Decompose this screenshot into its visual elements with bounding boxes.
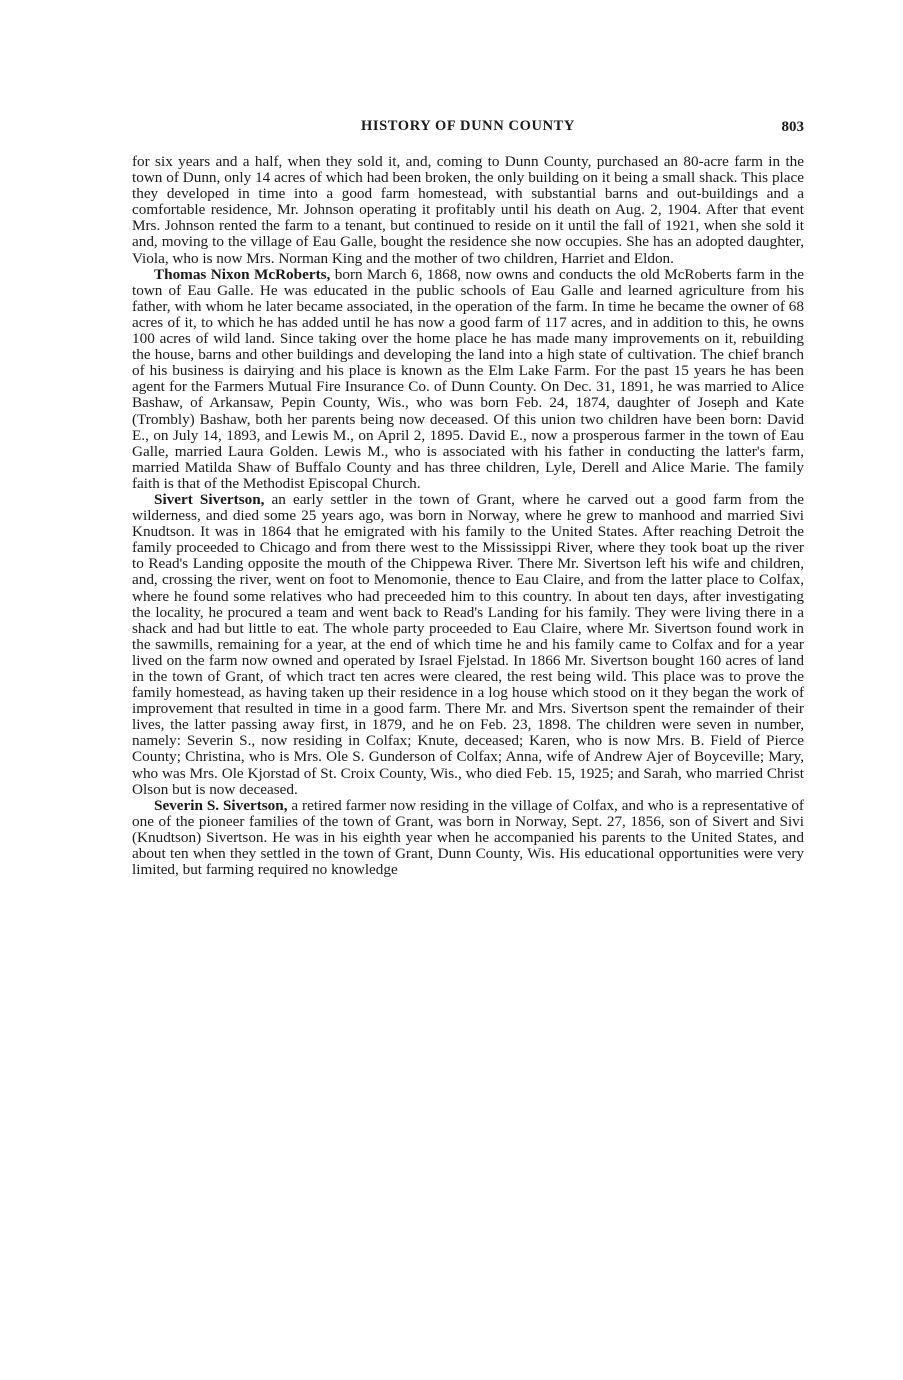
paragraph-severin-s-sivertson xyxy=(132,798,804,878)
page-number: 803 xyxy=(781,119,804,135)
paragraph-text: an early settler in the town of Grant, where he carved out a good farm from the wilderness, and died some 25 years ago, was born in Norway, where he grew to manhood and married Sivi Knudtson. It was in 1864 that he emigrated with his family to the United States. After reaching Detroit the family proceeded to Chicago and from there west to the Mississippi River, where they took boat up the river to Read's Landing opposite the mouth of the Chippewa River. There Mr. Sivertson left his wife and children, and, crossing the river, went on foot to Menomonie, thence to Eau Claire, and from the latter place to Colfax, where he found some relatives who had preceeded him to this country. In about ten days, after investigating the locality, he procured a team and went back to Read's Landing for his family. They were living there in a shack and had but little to eat. The whole party proceeded to Eau Claire, where Mr. Sivertson found work in the sawmills, remaining for a year, at the end of which time he and his family came to Colfax and for a year lived on the farm now owned and operated by Israel Fjelstad. In 1866 Mr. Sivertson bought 160 acres of land in the town of Grant, of which tract ten acres were cleared, the rest being wild. This place was to prove the family homestead, as having taken up their residence in a log house which stood on it they began the work of improvement that resulted in time in a good farm. There Mr. and Mrs. Sivertson spent the remainder of their lives, the latter passing away first, in 1879, and he on Feb. 23, 1898. The children were seven in number, namely: Severin S., now residing in Colfax; Knute, deceased; Karen, who is now Mrs. B. Field of Pierce County; Christina, who is Mrs. Ole S. Gunderson of Colfax; Anna, wife of Andrew Ajer of Boyceville; Mary, who was Mrs. Ole Kjorstad of St. Croix County, Wis., who died Feb. 15, 1925; and Sarah, who married Christ Olson but is now deceased. xyxy=(132,490,804,798)
biography-subject-name: Sivert Sivertson, xyxy=(154,490,265,508)
running-title: HISTORY OF DUNN COUNTY xyxy=(361,118,575,134)
paragraph-johnson-continued xyxy=(132,154,804,267)
biography-subject-name: Severin S. Sivertson, xyxy=(154,796,288,814)
biography-subject-name: Thomas Nixon McRoberts, xyxy=(154,265,331,283)
running-head xyxy=(132,118,804,140)
paragraph-text: a retired farmer now residing in the village of Colfax, and who is a representative of one of the pioneer families of the town of Grant, was born in Norway, Sept. 27, 1856, son of Sivert and Sivi (Knudtson) Sivertson. He was in his eighth year when he accompanied his parents to the United States, and about ten when they settled in the town of Grant, Dunn County, Wis. His educational opportunities were very limited, but farming required no knowledge xyxy=(132,796,804,879)
body-text xyxy=(132,154,804,878)
paragraph-text: born March 6, 1868, now owns and conducts the old McRoberts farm in the town of Eau Galle. He was educated in the public schools of Eau Galle and learned agriculture from his father, with whom he later became associated, in the operation of the farm. In time he became the owner of 68 acres of it, to which he has added until he has now a good farm of 117 acres, and in addition to this, he owns 100 acres of wild land. Since taking over the home place he has made many improvements on it, rebuilding the house, barns and other buildings and developing the land into a high state of cultivation. The chief branch of his business is dairying and his place is known as the Elm Lake Farm. For the past 15 years he has been agent for the Farmers Mutual Fire Insurance Co. of Dunn County. On Dec. 31, 1891, he was married to Alice Bashaw, of Arkansaw, Pepin County, Wis., who was born Feb. 24, 1874, daughter of Joseph and Kate (Trombly) Bashaw, both her parents being now deceased. Of this union two children have been born: David E., on July 14, 1893, and Lewis M., on April 2, 1895. David E., now a prosperous farmer in the town of Eau Galle, married Laura Golden. Lewis M., who is associated with his father in conducting the latter's farm, married Matilda Shaw of Buffalo County and has three children, Lyle, Derell and Alice Marie. The family faith is that of the Methodist Episcopal Church. xyxy=(132,265,804,492)
paragraph-text: for six years and a half, when they sold it, and, coming to Dunn County, purchased an 80-acre farm in the town of Dunn, only 14 acres of which had been broken, the only building on it being a small shack. This place they developed in time into a good farm homestead, with substantial barns and out-buildings and a comfortable residence, Mr. Johnson operating it profitably until his death on Aug. 2, 1904. After that event Mrs. Johnson rented the farm to a tenant, but continued to reside on it until the fall of 1921, when she sold it and, moving to the village of Eau Galle, bought the residence she now occupies. She has an adopted daughter, Viola, who is now Mrs. Norman King and the mother of two children, Harriet and Eldon. xyxy=(132,153,804,267)
paragraph-sivert-sivertson xyxy=(132,492,804,798)
paragraph-thomas-nixon-mcroberts xyxy=(132,267,804,492)
